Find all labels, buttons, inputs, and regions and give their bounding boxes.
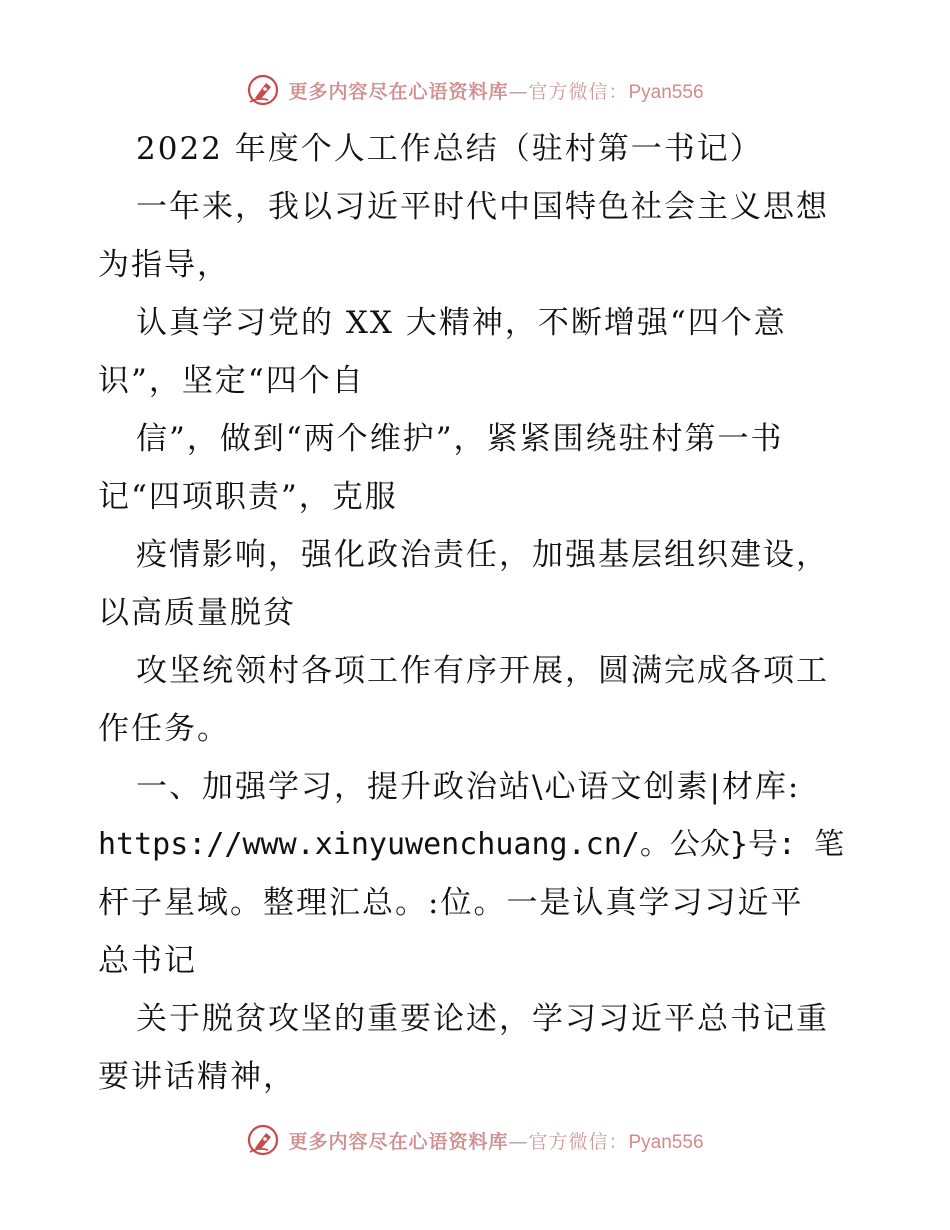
doc-line: 信”，做到“两个维护”，紧紧围绕驻村第一书 bbox=[136, 421, 784, 457]
watermark-main: 更多内容尽在心语资料库 bbox=[288, 80, 509, 103]
doc-line: 疫情影响，强化政治责任，加强基层组织建设， bbox=[136, 537, 829, 573]
watermark-wechat-id: Pyan556 bbox=[628, 81, 704, 103]
doc-line: 以高质量脱贫 bbox=[98, 595, 296, 631]
doc-line: 要讲话精神， bbox=[98, 1059, 296, 1095]
doc-line: 认真学习党的 XX 大精神，不断增强“四个意 bbox=[136, 305, 787, 341]
watermark-text bbox=[288, 1127, 703, 1154]
doc-line: 一年来，我以习近平时代中国特色社会主义思想 bbox=[136, 189, 829, 225]
doc-line: 记“四项职责”，克服 bbox=[98, 479, 398, 515]
watermark-footer bbox=[0, 1120, 950, 1160]
doc-line: https://www.xinyuwenchuang.cn/。公众}号: 笔 bbox=[98, 827, 845, 862]
pen-nib-circle-icon bbox=[246, 73, 280, 107]
watermark-main: 更多内容尽在心语资料库 bbox=[288, 1130, 509, 1153]
watermark-text bbox=[288, 77, 703, 104]
doc-line: 2022 年度个人工作总结（驻村第一书记） bbox=[136, 131, 763, 167]
watermark-wechat-label: 官方微信： bbox=[528, 80, 629, 103]
doc-line: 杆子星域。整理汇总。:位。一是认真学习习近平 bbox=[98, 885, 804, 921]
doc-line: 为指导， bbox=[98, 247, 230, 283]
doc-line: 作任务。 bbox=[98, 711, 230, 747]
doc-line: 攻坚统领村各项工作有序开展，圆满完成各项工 bbox=[136, 653, 829, 689]
watermark-separator: — bbox=[508, 1130, 529, 1153]
doc-line: 识”，坚定“四个自 bbox=[98, 363, 365, 399]
pen-nib-circle-icon bbox=[246, 1123, 280, 1157]
watermark-wechat-id: Pyan556 bbox=[628, 1131, 704, 1153]
watermark-wechat-label: 官方微信： bbox=[528, 1130, 629, 1153]
doc-line: 一、加强学习，提升政治站\心语文创素|材库: bbox=[136, 769, 801, 805]
doc-line: 关于脱贫攻坚的重要论述，学习习近平总书记重 bbox=[136, 1001, 829, 1037]
doc-line: 总书记 bbox=[98, 943, 197, 979]
watermark-header bbox=[0, 70, 950, 110]
document-body bbox=[98, 120, 858, 1106]
watermark-separator: — bbox=[508, 80, 529, 103]
